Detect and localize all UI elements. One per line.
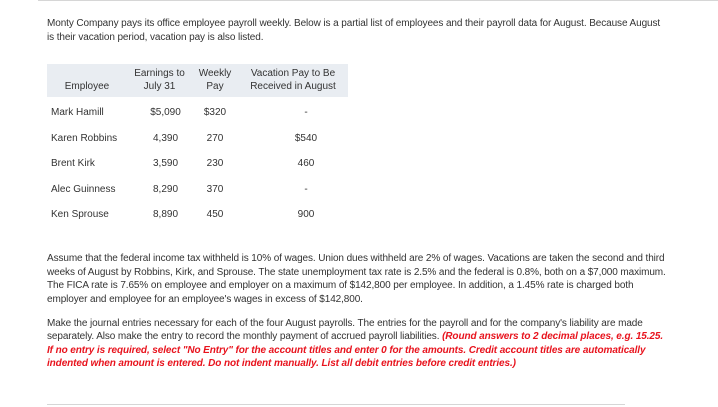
weekly-pay-value: 230 — [206, 158, 224, 170]
header-weekly-pay: Weekly Pay — [192, 64, 238, 97]
weekly-pay-value: 450 — [206, 208, 224, 220]
employee-name: Mark Hamill — [51, 107, 104, 119]
employee-name: Alec Guinness — [51, 183, 116, 195]
vacation-pay-value: $540 — [294, 132, 318, 144]
top-divider — [38, 0, 718, 7]
earnings-value: 8,890 — [152, 208, 179, 220]
earnings-value: 3,590 — [152, 158, 179, 170]
earnings-value: 4,390 — [152, 132, 179, 144]
bottom-divider — [47, 404, 625, 405]
weekly-pay-value: 270 — [206, 132, 224, 144]
intro-paragraph: Monty Company pays its office employee payroll weekly. Below is a partial list of employees and their payroll data for August. Because August is their vacation period, vacation pay is also listed. — [47, 18, 661, 43]
vacation-pay-value: - — [304, 183, 308, 195]
table-row — [47, 126, 348, 151]
employee-name: Brent Kirk — [51, 158, 95, 170]
table-row — [47, 151, 348, 176]
vacation-pay-value: - — [304, 107, 308, 119]
earnings-value: $5,090 — [150, 107, 181, 119]
table-row — [47, 176, 348, 201]
employee-name: Karen Robbins — [51, 132, 118, 144]
table-header-row — [47, 64, 348, 97]
assumptions-paragraph: Assume that the federal income tax withheld is 10% of wages. Union dues withheld are 2% of wages. Vacations are taken the second and third weeks of August by Robbins, Kirk, and Sprouse. The state unemployment tax rate is 2.5% and the federal is 0.8%, both on a $7,000 maximum. The FICA rate is 7.65% on employee and employer on a maximum of $142,800 per employee. In addition, a 1.45% rate is charged both employer and employee for an employee's wages in excess of $142,800. — [47, 253, 666, 305]
instructions-text: Make the journal entries necessary for each of the four August payrolls. The entries for the payroll and for the company's liability are made separately. Also make the entry to record the monthly payment of accrued payroll liabilities. — [47, 317, 643, 343]
vacation-pay-value: 900 — [297, 208, 315, 220]
table-row — [47, 202, 348, 227]
instructions-paragraph — [47, 317, 667, 371]
instructions-emphasis: (Round answers to 2 decimal places, e.g. 15.25. If no entry is required, select "No Entry" for the account titles and enter 0 for the amounts. Credit account titles are automatically indented when amount is entered. Do not indent manually. List all debit entries before credit entries.) — [47, 331, 664, 370]
weekly-pay-value: 370 — [206, 183, 224, 195]
vacation-pay-value: 460 — [297, 158, 315, 170]
header-vacation-pay: Vacation Pay to Be Received in August — [238, 64, 348, 97]
employee-name: Ken Sprouse — [51, 208, 109, 220]
header-earnings: Earnings to July 31 — [127, 64, 192, 97]
earnings-value: 8,290 — [152, 183, 179, 195]
payroll-table — [47, 64, 348, 227]
problem-statement — [47, 17, 667, 371]
table-row — [47, 97, 348, 125]
header-employee: Employee — [47, 64, 127, 97]
weekly-pay-value: $320 — [203, 107, 227, 119]
